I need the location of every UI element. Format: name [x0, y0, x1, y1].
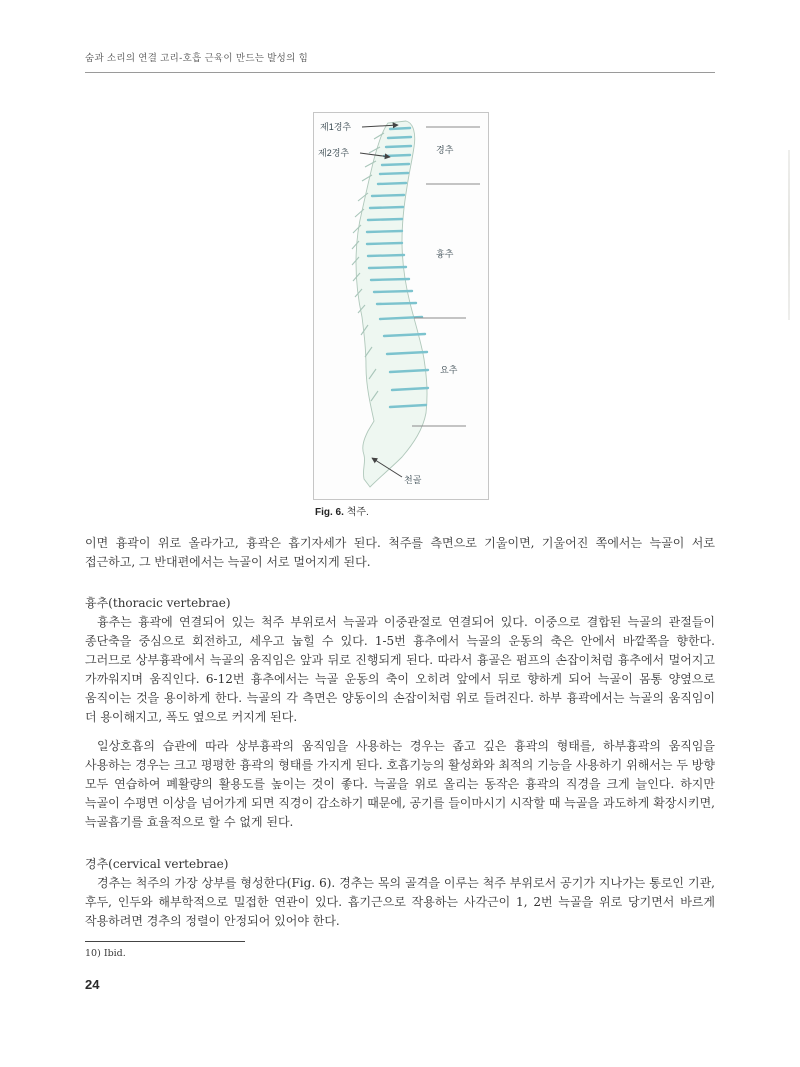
footnote: 10) Ibid. [85, 948, 126, 959]
running-head: 숨과 소리의 연결 고리-호흡 근육이 만드는 발성의 힘 [85, 53, 309, 64]
intro-paragraph: 이면 흉곽이 위로 올라가고, 흉곽은 흡기자세가 된다. 척주를 측면으로 기울이면, 기울어진 쪽에서는 늑골이 서로 접근하고, 그 반대편에서는 늑골이 서로 멀어지게 된다. [85, 536, 715, 569]
page-edge-artifact [788, 150, 790, 320]
figure-caption [315, 503, 369, 518]
label-c2-vertebra: 제2경추 [318, 148, 350, 158]
paragraph-cervical-1: 경추는 척주의 가장 상부를 형성한다(Fig. 6). 경추는 목의 골격을 이루는 척주 부위로서 공기가 지나가는 통로인 기관, 후두, 인두와 해부학적으로 밀접한 연관이 있다. 흡기근으로 작용하는 사각근이 1, 2번 늑골을 위로 당기면서 바르게 작용하려면 경추의 정렬이 안정되어 있어야 한다. [85, 876, 715, 928]
spine-illustration [314, 113, 488, 499]
page-number: 24 [85, 977, 100, 992]
label-thoracic-region: 흉추 [436, 249, 454, 259]
footnote-rule [85, 941, 245, 942]
section-heading-cervical: 경추(cervical vertebrae) [85, 857, 229, 871]
paragraph-thoracic-2: 일상호흡의 습관에 따라 상부흉곽의 움직임을 사용하는 경우는 좁고 깊은 흉곽의 형태를, 하부흉곽의 움직임을 사용하는 경우는 크고 평평한 흉곽의 형태를 가지게 된다. 호흡기능의 활성화와 최적의 기능을 사용하기 위해서는 두 방향 모두 연습하여 폐활량의 활용도를 높이는 것이 좋다. 늑골을 위로 올리는 동작은 흉곽의 직경을 크게 늘인다. 하지만 늑골이 수평면 이상을 넘어가게 되면 직경이 감소하기 때문에, 공기를 들이마시기 시작할 때 늑골을 과도하게 확장시키면, 늑골흡기를 효율적으로 할 수 없게 된다. [85, 739, 715, 829]
spine-figure [313, 112, 489, 500]
label-sacrum: 천골 [404, 475, 422, 485]
figure-caption-text: 척주. [346, 507, 369, 518]
section-heading-thoracic: 흉추(thoracic vertebrae) [85, 596, 231, 610]
label-c1-vertebra: 제1경추 [320, 122, 352, 132]
running-head-rule [85, 72, 715, 73]
label-cervical-region: 경추 [436, 145, 454, 155]
paragraph-thoracic-1: 흉추는 흉곽에 연결되어 있는 척주 부위로서 늑골과 이중관절로 연결되어 있다. 이중으로 결합된 늑골의 관절들이 종단축을 중심으로 회전하고, 세우고 눕힐 수 있다. 1-5번 흉추에서 늑골의 운동의 축은 안에서 바깥쪽을 향한다. 그러므로 상부흉곽에서 늑골의 움직임은 앞과 뒤로 진행되게 된다. 따라서 흉골은 펌프의 손잡이처럼 흉추에서 멀어지고 가까워지며 움직인다. 6-12번 흉추에서는 늑골 운동의 축이 오히려 앞에서 뒤로 향하게 되어 늑골이 몸통 양옆으로 움직이는 것을 용이하게 한다. 늑골의 각 측면은 양동이의 손잡이처럼 위로 들려진다. 하부 흉곽에서는 늑골의 움직임이 더 용이해지고, 폭도 옆으로 커지게 된다. [85, 615, 715, 724]
figure-caption-tag: Fig. 6. [315, 507, 344, 518]
label-lumbar-region: 요추 [440, 365, 458, 375]
